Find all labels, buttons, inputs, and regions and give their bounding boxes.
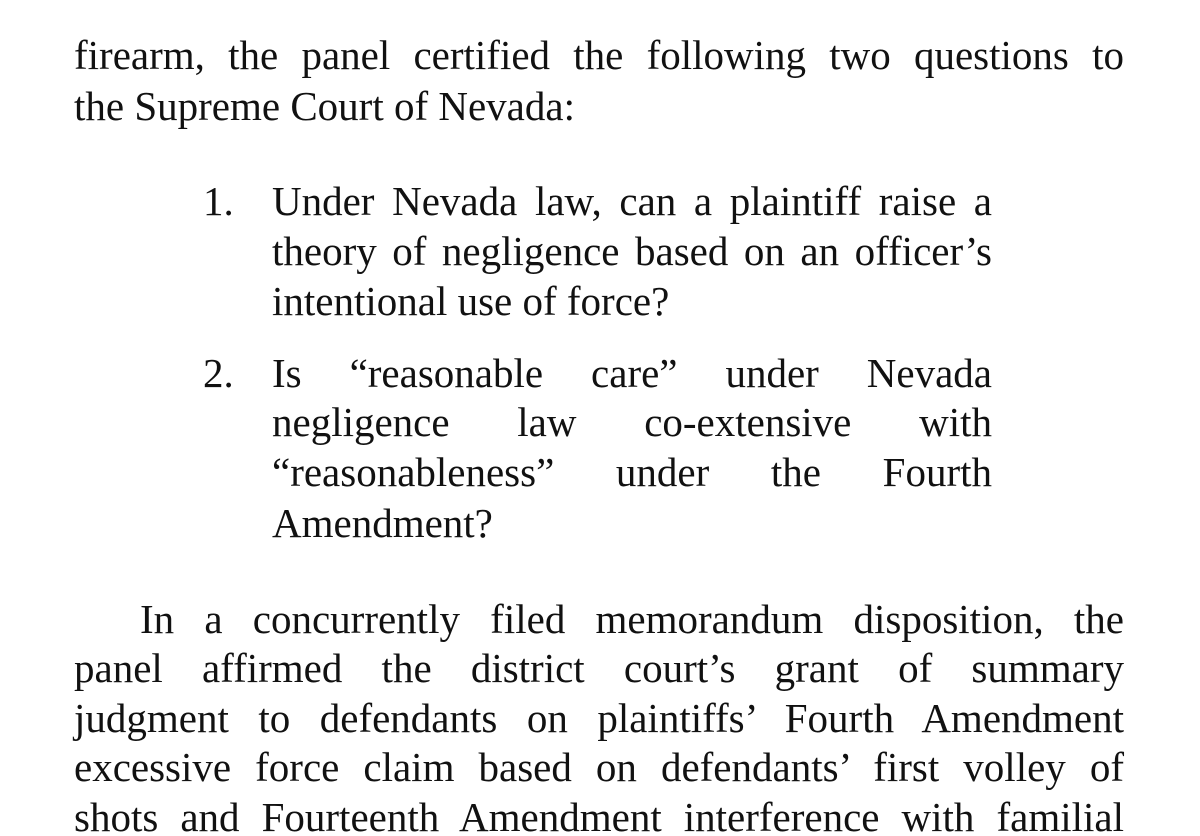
question-line: Amendment? <box>272 500 493 546</box>
question-line: “reasonableness” under the Fourth <box>272 449 992 495</box>
paragraph-line: In a concurrently filed memorandum disposition, the <box>140 596 1124 642</box>
question-line: theory of negligence based on an officer’s <box>272 228 992 274</box>
question-line: Is “reasonable care” under Nevada <box>272 350 992 396</box>
question-line: Under Nevada law, can a plaintiff raise a <box>272 178 992 224</box>
intro-line: the Supreme Court of Nevada: <box>74 83 575 129</box>
question-line: negligence law co-extensive with <box>272 399 992 445</box>
question-line: intentional use of force? <box>272 278 670 324</box>
paragraph-line: excessive force claim based on defendants’ first volley of <box>74 744 1124 790</box>
question-number: 2. <box>203 350 234 396</box>
intro-line: firearm, the panel certified the following two questions to <box>74 32 1124 78</box>
paragraph-line: panel affirmed the district court’s grant of summary <box>74 645 1124 691</box>
paragraph-line: judgment to defendants on plaintiffs’ Fourth Amendment <box>74 695 1124 741</box>
paragraph-line: shots and Fourteenth Amendment interference with familial <box>74 794 1124 836</box>
question-number: 1. <box>203 178 234 224</box>
